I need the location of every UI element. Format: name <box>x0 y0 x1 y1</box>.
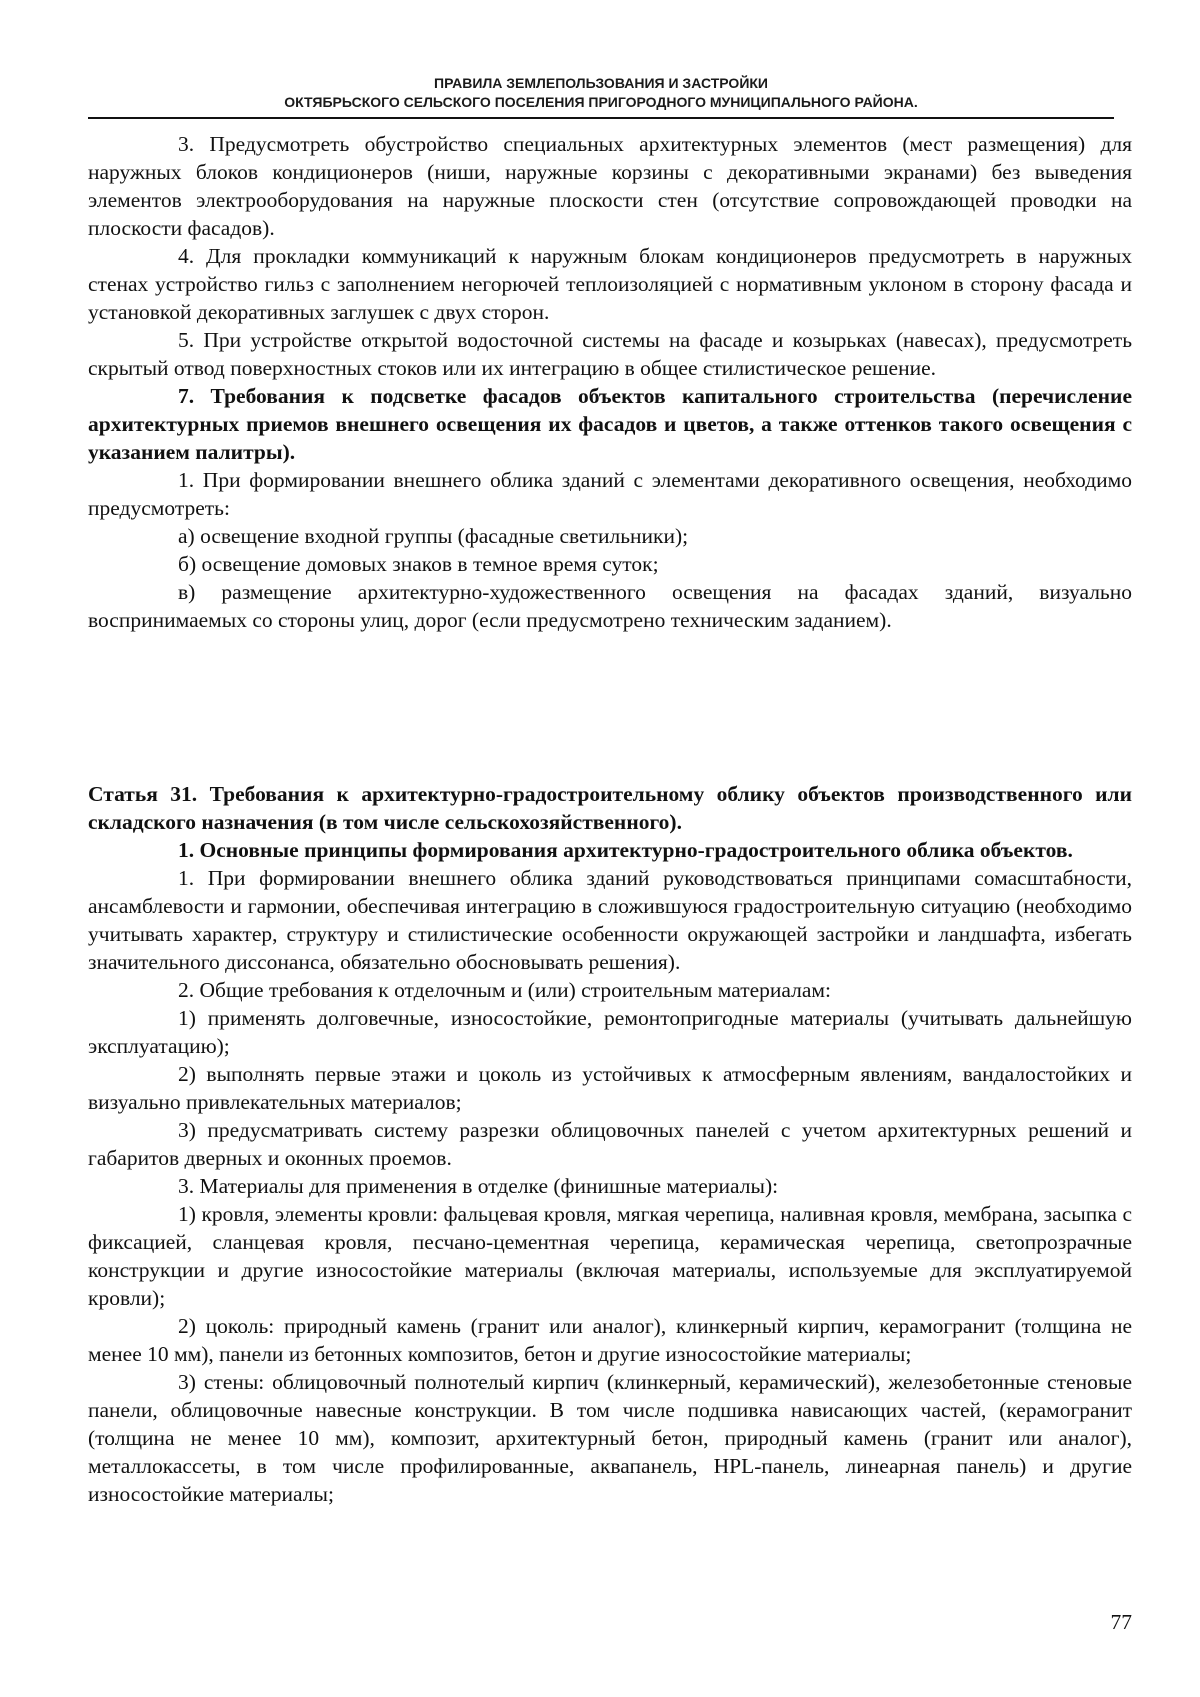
header-line-1: ПРАВИЛА ЗЕМЛЕПОЛЬЗОВАНИЯ И ЗАСТРОЙКИ <box>434 75 768 91</box>
header-rule <box>88 117 1114 119</box>
article-31 <box>88 780 1132 1508</box>
article-title: Статья 31. Требования к архитектурно-градостроительному облику объектов производственного или складского назначения (в том числе сельскохозяйственного). <box>88 782 1132 834</box>
section-top <box>88 130 1132 634</box>
paragraph: 3. Предусмотреть обустройство специальных архитектурных элементов (мест размещения) для наружных блоков кондиционеров (ниши, наружные корзины с декоративными экранами) без выведения элементов электрооборудования на наружные плоскости стен (отсутствие сопровождающей проводки на плоскости фасадов). <box>88 132 1132 240</box>
list-item: 3) предусматривать систему разрезки облицовочных панелей с учетом архитектурных решений и габаритов дверных и оконных проемов. <box>88 1118 1132 1170</box>
list-item: 1) применять долговечные, износостойкие, ремонтопригодные материалы (учитывать дальнейшую эксплуатацию); <box>88 1006 1132 1058</box>
list-item: б) освещение домовых знаков в темное время суток; <box>178 552 659 576</box>
paragraph: 5. При устройстве открытой водосточной системы на фасаде и козырьках (навесах), предусмотреть скрытый отвод поверхностных стоков или их интеграцию в общее стилистическое решение. <box>88 328 1132 380</box>
header-line-2: ОКТЯБРЬСКОГО СЕЛЬСКОГО ПОСЕЛЕНИЯ ПРИГОРОДНОГО МУНИЦИПАЛЬНОГО РАЙОНА. <box>284 94 918 110</box>
paragraph: 2. Общие требования к отделочным и (или) строительным материалам: <box>178 978 831 1002</box>
running-header <box>88 74 1114 112</box>
page-number: 77 <box>1110 1610 1132 1634</box>
paragraph: 1. При формировании внешнего облика зданий руководствоваться принципами сомасштабности, ансамблевости и гармонии, обеспечивая интеграцию в сложившуюся градостроительную ситуацию (необходимо учитывать характер, структуру и стилистические особенности окружающей застройки и ландшафта, избегать значительного диссонанса, обязательно обосновывать решения). <box>88 866 1132 974</box>
paragraph: 4. Для прокладки коммуникаций к наружным блокам кондиционеров предусмотреть в наружных стенах устройство гильз с заполнением негорючей теплоизоляцией с нормативным уклоном в сторону фасада и установкой декоративных заглушек с двух сторон. <box>88 244 1132 324</box>
list-item: 2) цоколь: природный камень (гранит или аналог), клинкерный кирпич, керамогранит (толщина не менее 10 мм), панели из бетонных композитов, бетон и другие износостойкие материалы; <box>88 1314 1132 1366</box>
list-item: 1) кровля, элементы кровли: фальцевая кровля, мягкая черепица, наливная кровля, мембрана, засыпка с фиксацией, сланцевая кровля, песчано-цементная черепица, керамическая черепица, светопрозрачные конструкции и другие износостойкие материалы (включая материалы, используемые для эксплуатируемой кровли); <box>88 1202 1132 1310</box>
list-item: 2) выполнять первые этажи и цоколь из устойчивых к атмосферным явлениям, вандалостойких и визуально привлекательных материалов; <box>88 1062 1132 1114</box>
paragraph: 1. При формировании внешнего облика зданий с элементами декоративного освещения, необходимо предусмотреть: <box>88 468 1132 520</box>
subsection-heading: 1. Основные принципы формирования архитектурно-градостроительного облика объектов. <box>178 838 1073 862</box>
paragraph: 3. Материалы для применения в отделке (финишные материалы): <box>178 1174 779 1198</box>
list-item: 3) стены: облицовочный полнотелый кирпич (клинкерный, керамический), железобетонные стеновые панели, облицовочные навесные конструкции. В том числе подшивка нависающих частей, (керамогранит (толщина не менее 10 мм), композит, архитектурный бетон, природный камень (гранит или аналог), металлокассеты, в том числе профилированные, аквапанель, HPL-панель, линеарная панель) и другие износостойкие материалы; <box>88 1370 1132 1506</box>
list-item: а) освещение входной группы (фасадные светильники); <box>178 524 689 548</box>
list-item: в) размещение архитектурно-художественного освещения на фасадах зданий, визуально воспринимаемых со стороны улиц, дорог (если предусмотрено техническим заданием). <box>88 580 1132 632</box>
section-heading: 7. Требования к подсветке фасадов объектов капитального строительства (перечисление архитектурных приемов внешнего освещения их фасадов и цветов, а также оттенков такого освещения с указанием палитры). <box>88 384 1132 464</box>
